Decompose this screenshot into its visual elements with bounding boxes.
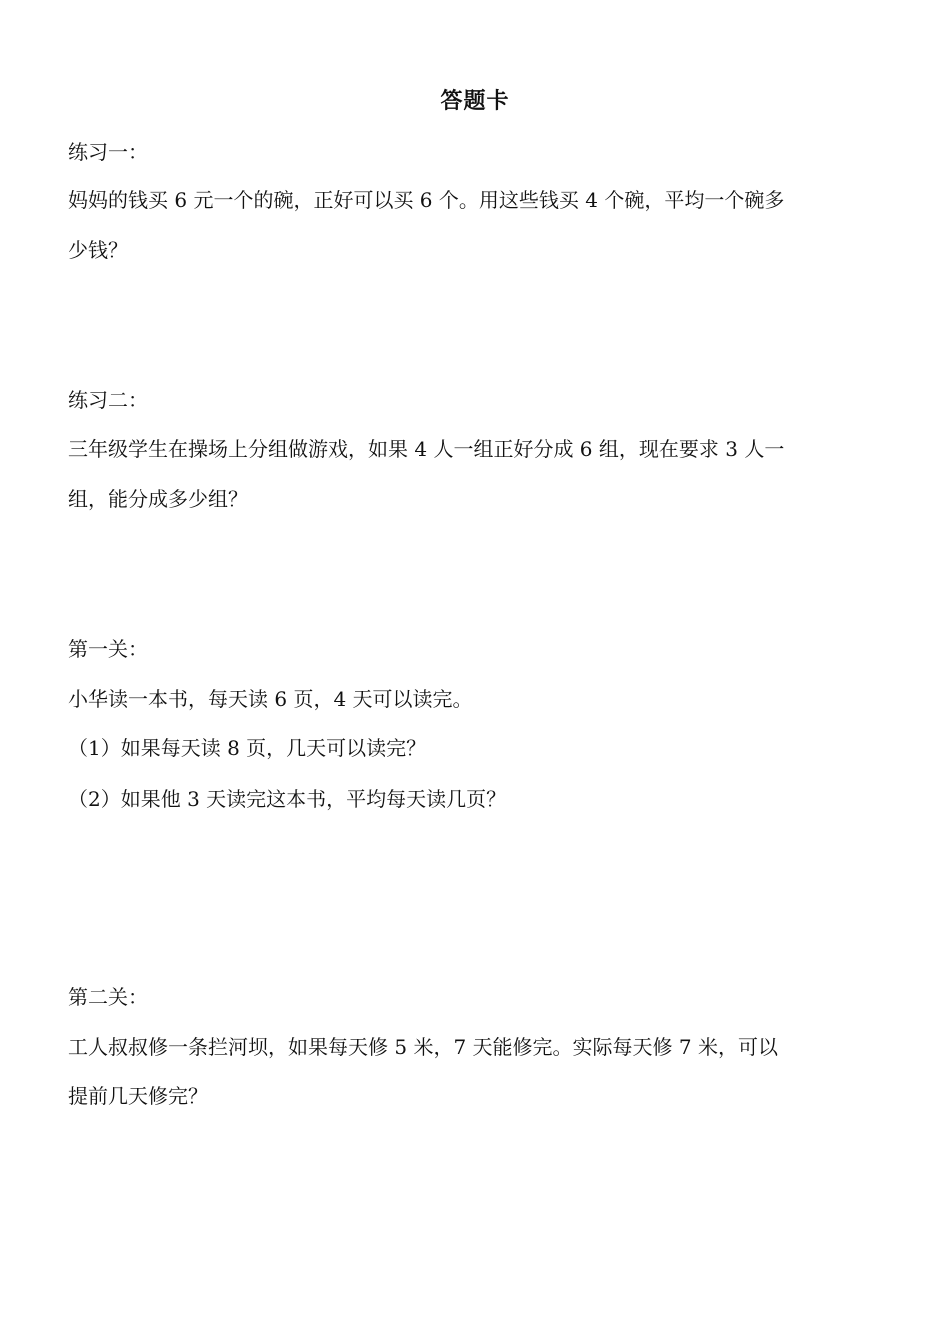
section-heading-practice-2: 练习二： — [68, 388, 148, 412]
section-heading-practice-1: 练习一： — [68, 140, 148, 164]
section-heading-level-2: 第二关： — [68, 985, 148, 1009]
question-subitem: （1）如果每天读 8 页，几天可以读完？ — [68, 736, 427, 760]
question-line: 工人叔叔修一条拦河坝，如果每天修 5 米，7 天能修完。实际每天修 7 米，可以 — [68, 1035, 778, 1059]
question-line: 少钱？ — [68, 238, 128, 262]
question-line: 组，能分成多少组？ — [68, 487, 248, 511]
question-subitem: （2）如果他 3 天读完这本书，平均每天读几页？ — [68, 787, 507, 811]
section-heading-level-1: 第一关： — [68, 637, 148, 661]
page-title: 答题卡 — [440, 89, 510, 114]
question-line: 三年级学生在操场上分组做游戏，如果 4 人一组正好分成 6 组，现在要求 3 人一 — [68, 437, 785, 461]
question-line: 妈妈的钱买 6 元一个的碗，正好可以买 6 个。用这些钱买 4 个碗，平均一个碗多 — [68, 188, 785, 212]
question-line: 小华读一本书，每天读 6 页，4 天可以读完。 — [68, 687, 473, 711]
question-line: 提前几天修完？ — [68, 1084, 208, 1108]
